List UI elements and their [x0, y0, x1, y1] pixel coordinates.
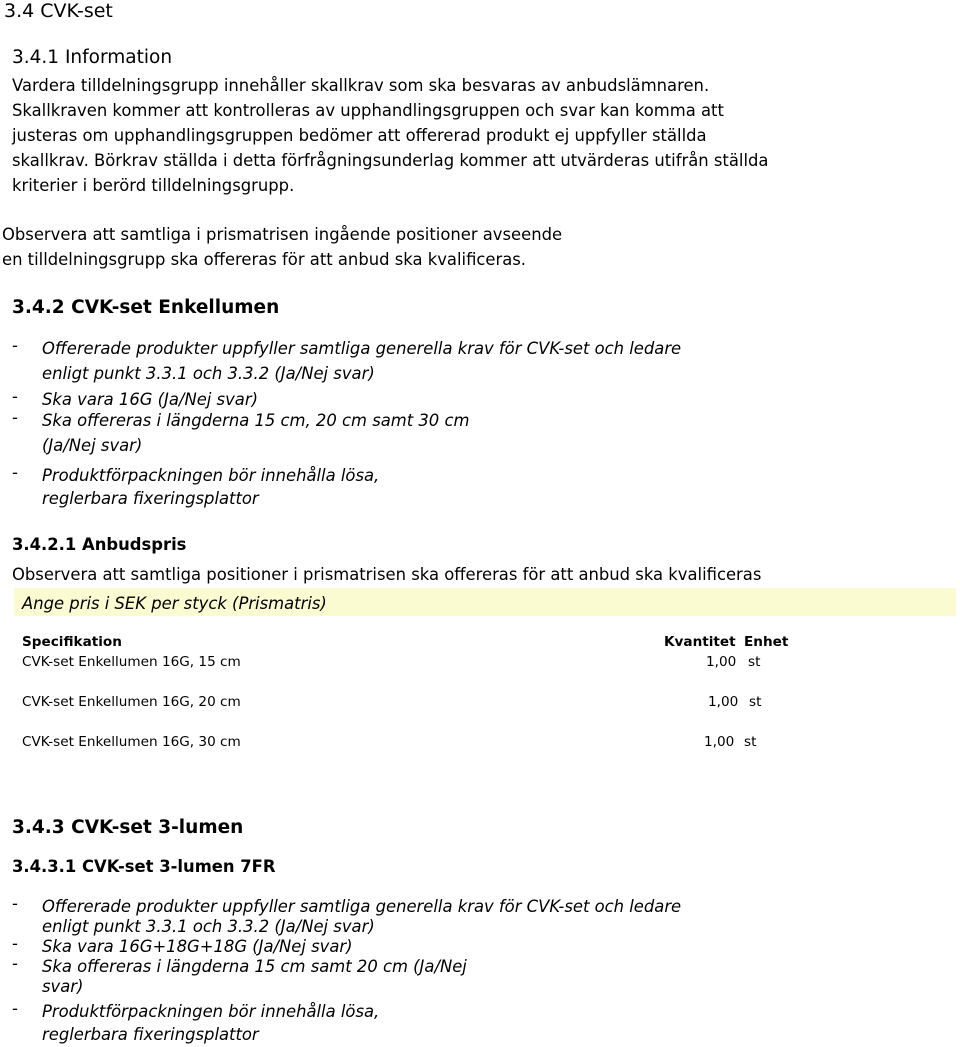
anbudspris-note: Observera att samtliga positioner i prismatrisen ska offereras för att anbud ska kvalificeras	[12, 565, 762, 584]
col-header-specifikation: Specifikation	[22, 634, 122, 650]
row-spec: CVK-set Enkellumen 16G, 15 cm	[22, 654, 241, 670]
section-title-3-4-3: 3.4.3 CVK-set 3-lumen	[12, 817, 244, 838]
price-instruction: Ange pris i SEK per styck (Prismatris)	[22, 594, 327, 613]
col-header-kvantitet: Kvantitet	[664, 634, 736, 650]
trelumen-item-1-line-1: Offererade produkter uppfyller samtliga generella krav för CVK-set och ledare	[42, 897, 682, 916]
bullet-dash: -	[12, 387, 18, 406]
info-line-5: kriterier i berörd tilldelningsgrupp.	[12, 176, 295, 195]
section-title-3-4-2-1: 3.4.2.1 Anbudspris	[12, 535, 187, 554]
enkel-item-3-line-2: (Ja/Nej svar)	[42, 436, 143, 455]
trelumen-item-2-line-1: Ska vara 16G+18G+18G (Ja/Nej svar)	[42, 937, 353, 956]
bullet-dash: -	[12, 954, 18, 973]
enkel-item-2-line-1: Ska vara 16G (Ja/Nej svar)	[42, 390, 258, 409]
row-unit: st	[749, 694, 762, 710]
info-line-3: justeras om upphandlingsgruppen bedömer att offererad produkt ej uppfyller ställda	[12, 126, 707, 145]
bullet-dash: -	[12, 934, 18, 953]
info-line-4: skallkrav. Börkrav ställda i detta förfrågningsunderlag kommer att utvärderas utifrån ställda	[12, 151, 769, 170]
row-qty: 1,00	[706, 654, 737, 670]
info-line-1: Vardera tilldelningsgrupp innehåller skallkrav som ska besvaras av anbudslämnaren.	[12, 76, 710, 95]
bullet-dash: -	[12, 894, 18, 913]
enkel-item-3-line-1: Ska offereras i längderna 15 cm, 20 cm samt 30 cm	[42, 411, 470, 430]
enkel-item-1-line-1: Offererade produkter uppfyller samtliga generella krav för CVK-set och ledare	[42, 339, 682, 358]
enkel-item-4-line-2: reglerbara fixeringsplattor	[42, 489, 259, 508]
row-unit: st	[748, 654, 761, 670]
section-title-3-4-3-1: 3.4.3.1 CVK-set 3-lumen 7FR	[12, 857, 276, 876]
info-note-line-2: en tilldelningsgrupp ska offereras för att anbud ska kvalificeras.	[2, 250, 527, 269]
bullet-dash: -	[12, 408, 18, 427]
bullet-dash: -	[12, 999, 18, 1018]
col-header-enhet: Enhet	[744, 634, 789, 650]
trelumen-item-1-line-2: enligt punkt 3.3.1 och 3.3.2 (Ja/Nej svar)	[42, 917, 375, 936]
trelumen-item-3-line-1: Ska offereras i längderna 15 cm samt 20 cm (Ja/Nej	[42, 957, 467, 976]
row-unit: st	[744, 734, 757, 750]
bullet-dash: -	[12, 336, 18, 355]
info-line-2: Skallkraven kommer att kontrolleras av upphandlingsgruppen och svar kan komma att	[12, 101, 724, 120]
info-note-line-1: Observera att samtliga i prismatrisen ingående positioner avseende	[2, 225, 563, 244]
section-title-3-4-1: 3.4.1 Information	[12, 47, 173, 68]
trelumen-item-3-line-2: svar)	[42, 977, 84, 996]
row-qty: 1,00	[704, 734, 735, 750]
row-spec: CVK-set Enkellumen 16G, 20 cm	[22, 694, 241, 710]
trelumen-item-4-line-2: reglerbara fixeringsplattor	[42, 1025, 259, 1044]
row-spec: CVK-set Enkellumen 16G, 30 cm	[22, 734, 241, 750]
trelumen-item-4-line-1: Produktförpackningen bör innehålla lösa,	[42, 1002, 380, 1021]
enkel-item-1-line-2: enligt punkt 3.3.1 och 3.3.2 (Ja/Nej svar)	[42, 364, 375, 383]
enkel-item-4-line-1: Produktförpackningen bör innehålla lösa,	[42, 466, 380, 485]
row-qty: 1,00	[708, 694, 739, 710]
section-title-3-4-2: 3.4.2 CVK-set Enkellumen	[12, 297, 280, 318]
bullet-dash: -	[12, 463, 18, 482]
section-title-3-4: 3.4 CVK-set	[4, 0, 113, 22]
